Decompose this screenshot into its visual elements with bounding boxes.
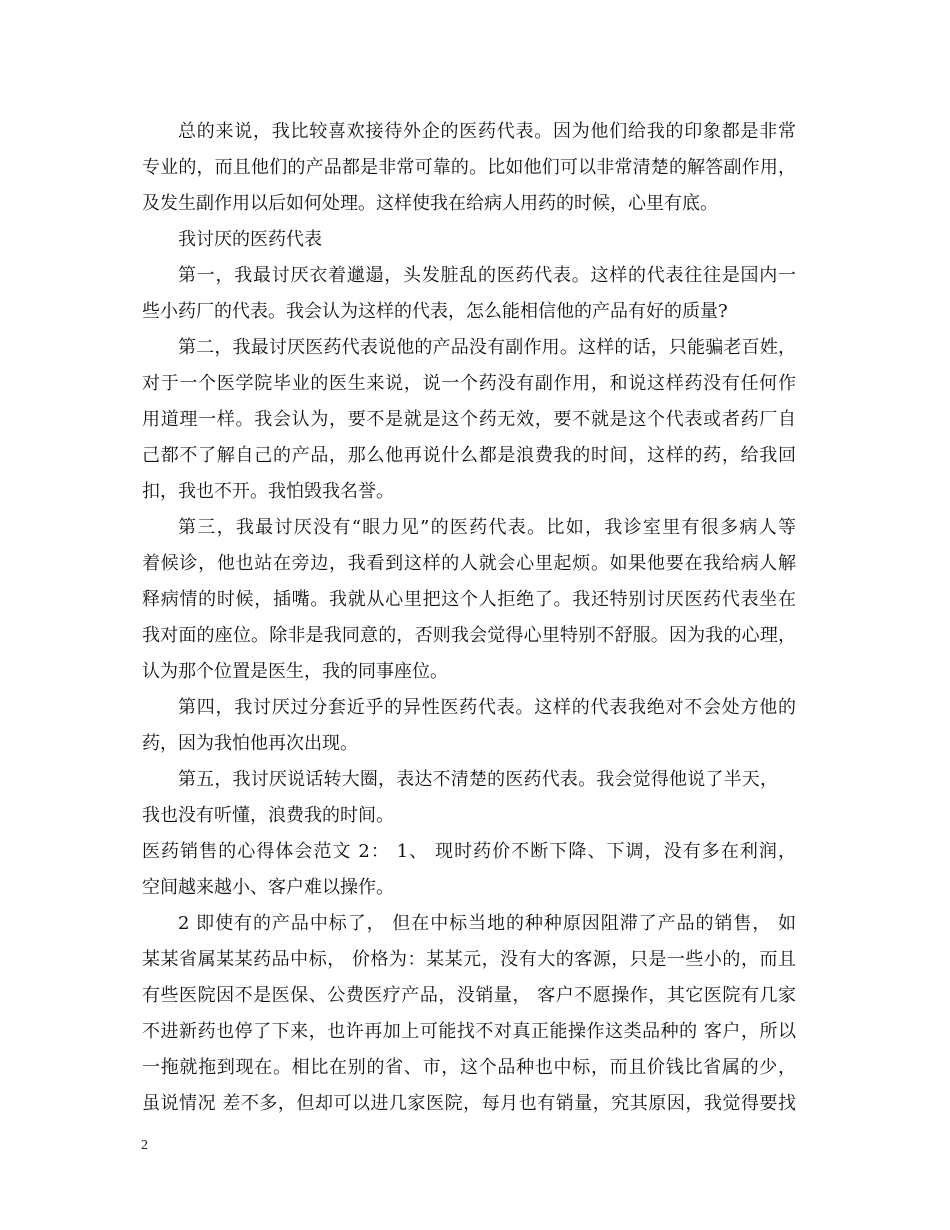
text-line: 第一，我最讨厌衣着邋遢，头发脏乱的医药代表。这样的代表往往是国内一 <box>178 265 796 286</box>
text-line: 对于一个医学院毕业的医生来说，说一个药没有副作用，和说这样药没有任何作 <box>142 373 796 394</box>
page-number: 2 <box>141 1138 148 1153</box>
text-line: 第二，我最讨厌医药代表说他的产品没有副作用。这样的话，只能骗老百姓， <box>178 337 796 358</box>
section-heading: 我讨厌的医药代表 <box>178 229 322 250</box>
text-line: 用道理一样。我会认为，要不是就是这个药无效，要不就是这个代表或者药厂自 <box>142 409 796 430</box>
text-line: 我也没有听懂，浪费我的时间。 <box>142 805 394 826</box>
text-line: 药，因为我怕他再次出现。 <box>142 733 358 754</box>
text-line: 些小药厂的代表。我会认为这样的代表，怎么能相信他的产品有好的质量? <box>142 301 728 322</box>
text-line: 某某省属某某药品中标， 价格为：某某元，没有大的客源，只是一些小的，而且 <box>142 949 796 970</box>
text-line: 着候诊，他也站在旁边，我看到这样的人就会心里起烦。如果他要在我给病人解 <box>142 553 796 574</box>
text-line: 我对面的座位。除非是我同意的，否则我会觉得心里特别不舒服。因为我的心理， <box>142 625 796 646</box>
text-line: 专业的，而且他们的产品都是非常可靠的。比如他们可以非常清楚的解答副作用， <box>142 157 796 178</box>
text-line: 己都不了解自己的产品，那么他再说什么都是浪费我的时间，这样的药，给我回 <box>142 445 796 466</box>
text-line: 虽说情况 差不多，但却可以进几家医院，每月也有销量，究其原因，我觉得要找 <box>142 1093 796 1114</box>
text-line: 一拖就拖到现在。相比在别的省、市，这个品种也中标，而且价钱比省属的少， <box>142 1057 796 1078</box>
text-line: 释病情的时候，插嘴。我就从心里把这个人拒绝了。我还特别讨厌医药代表坐在 <box>142 589 796 610</box>
text-line: 2 即使有的产品中标了， 但在中标当地的种种原因阻滞了产品的销售， 如 <box>178 913 796 934</box>
text-line: 认为那个位置是医生，我的同事座位。 <box>142 661 448 682</box>
text-line: 第三，我最讨厌没有“眼力见”的医药代表。比如，我诊室里有很多病人等 <box>178 517 796 538</box>
section-heading: 医药销售的心得体会范文 2： 1、 现时药价不断下降、下调，没有多在利润， <box>142 841 796 862</box>
text-line: 总的来说，我比较喜欢接待外企的医药代表。因为他们给我的印象都是非常 <box>178 121 796 142</box>
text-line: 第四，我讨厌过分套近乎的异性医药代表。这样的代表我绝对不会处方他的 <box>178 697 796 718</box>
text-line: 扣，我也不开。我怕毁我名誉。 <box>142 481 394 502</box>
text-line: 及发生副作用以后如何处理。这样使我在给病人用药的时候，心里有底。 <box>142 193 718 214</box>
text-line: 第五，我讨厌说话转大圈，表达不清楚的医药代表。我会觉得他说了半天， <box>178 769 778 790</box>
text-line: 有些医院因不是医保、公费医疗产品，没销量， 客户不愿操作，其它医院有几家 <box>142 985 796 1006</box>
text-line: 不进新药也停了下来，也许再加上可能找不对真正能操作这类品种的 客户，所以 <box>142 1021 796 1042</box>
text-line: 空间越来越小、客户难以操作。 <box>142 877 394 898</box>
